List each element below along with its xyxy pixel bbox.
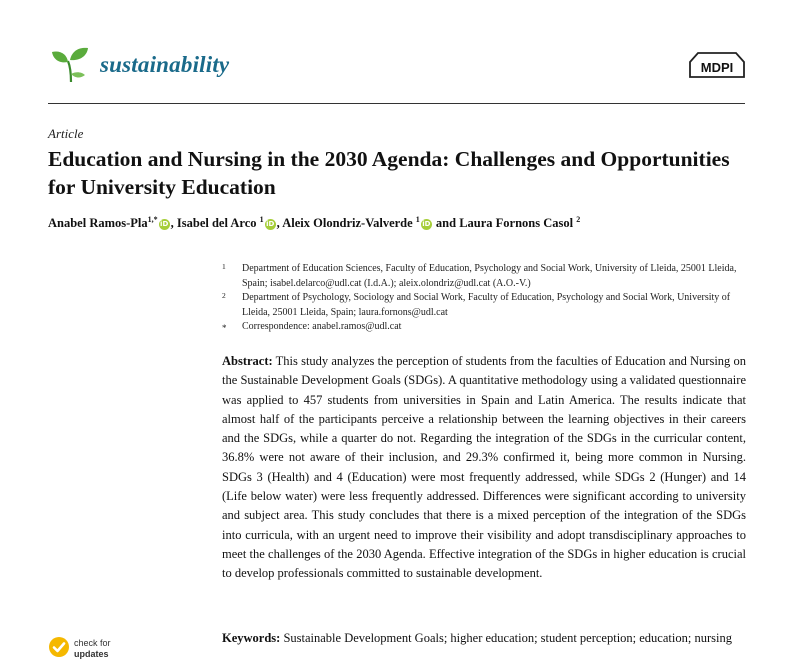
author-list xyxy=(48,215,768,231)
check-for-updates-icon xyxy=(48,636,70,658)
author-name[interactable]: Aleix Olondriz-Valverde xyxy=(282,216,413,230)
author-separator: and xyxy=(432,216,460,230)
keywords-text: Sustainable Development Goals; higher education; student perception; education; nursing xyxy=(283,631,732,645)
affiliation-mark: 2 xyxy=(222,291,226,300)
author-separator: , xyxy=(276,216,283,230)
author-affiliation-mark: 1 xyxy=(259,215,264,224)
affiliation-item xyxy=(222,262,757,291)
journal-logo-icon xyxy=(50,44,92,86)
journal-name[interactable]: sustainability xyxy=(100,52,230,77)
updates-label: updates xyxy=(74,649,109,659)
keywords xyxy=(222,629,746,648)
mdpi-logo-text: MDPI xyxy=(700,60,734,75)
article-type: Article xyxy=(48,126,84,141)
author-affiliation-mark: 1 xyxy=(415,215,420,224)
author-affiliation-mark: 2 xyxy=(576,215,581,224)
abstract-label: Abstract: xyxy=(222,354,273,368)
abstract-text: This study analyzes the perception of students from the faculties of Education and Nursing on the Sustainable Development Goals (SDGs). A quantitative methodology using a validated questionnaire was applied to 457 students from universities in Spain and Latin America. The results indicate that almost half of the participants perceive a relationship between the learning objectives in their careers and the SDGs, while a quarter do not. Regarding the integration of the SDGs in the curricular content, 36.8% were not aware of their inclusion, and 29.3% confirmed it, being more common in Nursing. SDGs 3 (Health) and 4 (Education) were most frequently addressed, while SDGs 2 (Hunger) and 14 (Life below water) were less frequently addressed. Differences were significant according to university and subject area. This study concludes that there is a mixed perception of the integration of the SDGs into curricula, with an urgent need to improve their visibility and adopt transdisciplinary approaches to meet the challenges of the 2030 Agenda. Effective integration of the SDGs in higher education is crucial to develop professionals committed to sustainable development. xyxy=(222,354,747,581)
affiliations xyxy=(222,262,757,335)
check-for-label: check for xyxy=(74,638,111,648)
header-divider xyxy=(48,103,745,104)
keywords-label: Keywords: xyxy=(222,631,281,645)
affiliation-item xyxy=(222,320,757,335)
affiliation-item xyxy=(222,291,757,320)
mdpi-logo-icon[interactable] xyxy=(688,50,746,80)
affiliation-text: Department of Psychology, Sociology and Social Work, Faculty of Education, Psychology and Social Work, University of Lleida, 25001 Lleida, Spain; laura.fornons@udl.cat xyxy=(242,292,731,318)
orcid-icon[interactable]: iD xyxy=(160,220,169,228)
affiliation-text: Department of Education Sciences, Faculty of Education, Psychology and Social Work, University of Lleida, 25001 Lleida, Spain; isabel.delarco@udl.cat (I.d.A.); aleix.olondriz@udl.cat (A.O.-V.) xyxy=(242,263,737,289)
orcid-icon[interactable]: iD xyxy=(422,220,431,228)
author-separator: , xyxy=(170,216,177,230)
author-name[interactable]: Anabel Ramos-Pla xyxy=(48,216,148,230)
author-affiliation-mark: 1,* xyxy=(147,215,158,224)
affiliation-mark: 1 xyxy=(222,262,226,271)
author-name[interactable]: Laura Fornons Casol xyxy=(459,216,574,230)
check-for-updates-badge[interactable] xyxy=(48,634,118,664)
abstract xyxy=(222,352,746,584)
author-name[interactable]: Isabel del Arco xyxy=(176,216,257,230)
article-title: Education and Nursing in the 2030 Agenda: Challenges and Opportunities for University Education xyxy=(48,147,730,199)
correspondence-text: Correspondence: anabel.ramos@udl.cat xyxy=(242,321,402,332)
affiliation-mark: * xyxy=(222,323,227,333)
orcid-icon[interactable]: iD xyxy=(266,220,275,228)
